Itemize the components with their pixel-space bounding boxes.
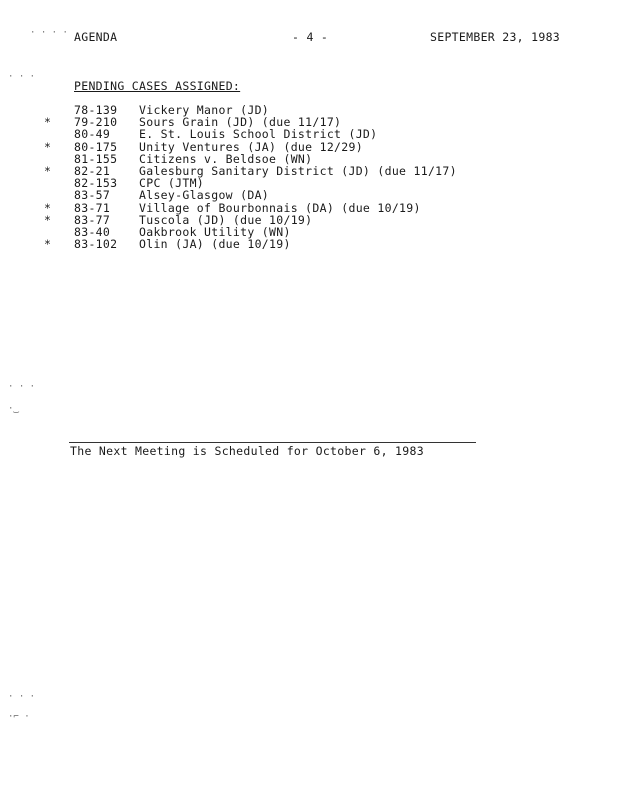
next-meeting-note: The Next Meeting is Scheduled for October 6, 1983 xyxy=(70,444,424,458)
case-number: 81-155 xyxy=(74,151,118,166)
case-number: 79-210 xyxy=(74,115,118,130)
header-title: AGENDA xyxy=(74,30,118,44)
case-name: Olin (JA) (due 10/19) xyxy=(139,237,291,252)
case-name: Alsey-Glasgow (DA) xyxy=(139,188,270,203)
header-date: SEPTEMBER 23, 1983 xyxy=(430,30,561,44)
case-number: 83-102 xyxy=(74,237,118,252)
case-name: CPC (JTM) xyxy=(139,176,205,191)
scan-speck: · · · xyxy=(8,692,36,702)
scan-speck: ·‿ xyxy=(8,404,19,414)
case-name: Galesburg Sanitary District (JD) (due 11/17) xyxy=(139,163,457,178)
scan-speck: · · · · xyxy=(30,28,68,38)
case-name: Sours Grain (JD) (due 11/17) xyxy=(139,115,342,130)
case-name: Village of Bourbonnais (DA) (due 10/19) xyxy=(139,200,421,215)
section-title: PENDING CASES ASSIGNED: xyxy=(74,79,241,93)
scan-speck: · · · xyxy=(8,382,36,392)
case-number: 80-49 xyxy=(74,127,111,142)
case-name: Vickery Manor (JD) xyxy=(139,103,270,117)
scan-speck: · · · xyxy=(8,72,36,82)
page-number: - 4 - xyxy=(292,30,329,44)
case-number: 83-57 xyxy=(74,188,111,203)
case-name: Oakbrook Utility (WN) xyxy=(139,224,291,239)
case-name: Tuscola (JD) (due 10/19) xyxy=(139,212,313,227)
case-name: Citizens v. Beldsoe (WN) xyxy=(139,151,313,166)
scan-speck: ·⌐ · xyxy=(8,712,30,722)
case-name: E. St. Louis School District (JD) xyxy=(139,127,378,142)
case-number: 83-71 xyxy=(74,200,111,215)
due-marker: * xyxy=(44,212,52,227)
case-number: 78-139 xyxy=(74,103,118,117)
case-number: 82-21 xyxy=(74,163,111,178)
due-marker: * xyxy=(44,237,52,252)
due-marker: * xyxy=(44,139,52,154)
case-number: 83-77 xyxy=(74,212,111,227)
due-marker: * xyxy=(44,115,52,130)
case-number: 80-175 xyxy=(74,139,118,154)
divider-rule xyxy=(69,442,476,443)
case-number: 83-40 xyxy=(74,224,111,239)
due-marker: * xyxy=(44,163,52,178)
case-name: Unity Ventures (JA) (due 12/29) xyxy=(139,139,363,154)
case-number: 82-153 xyxy=(74,176,118,191)
due-marker: * xyxy=(44,200,52,215)
